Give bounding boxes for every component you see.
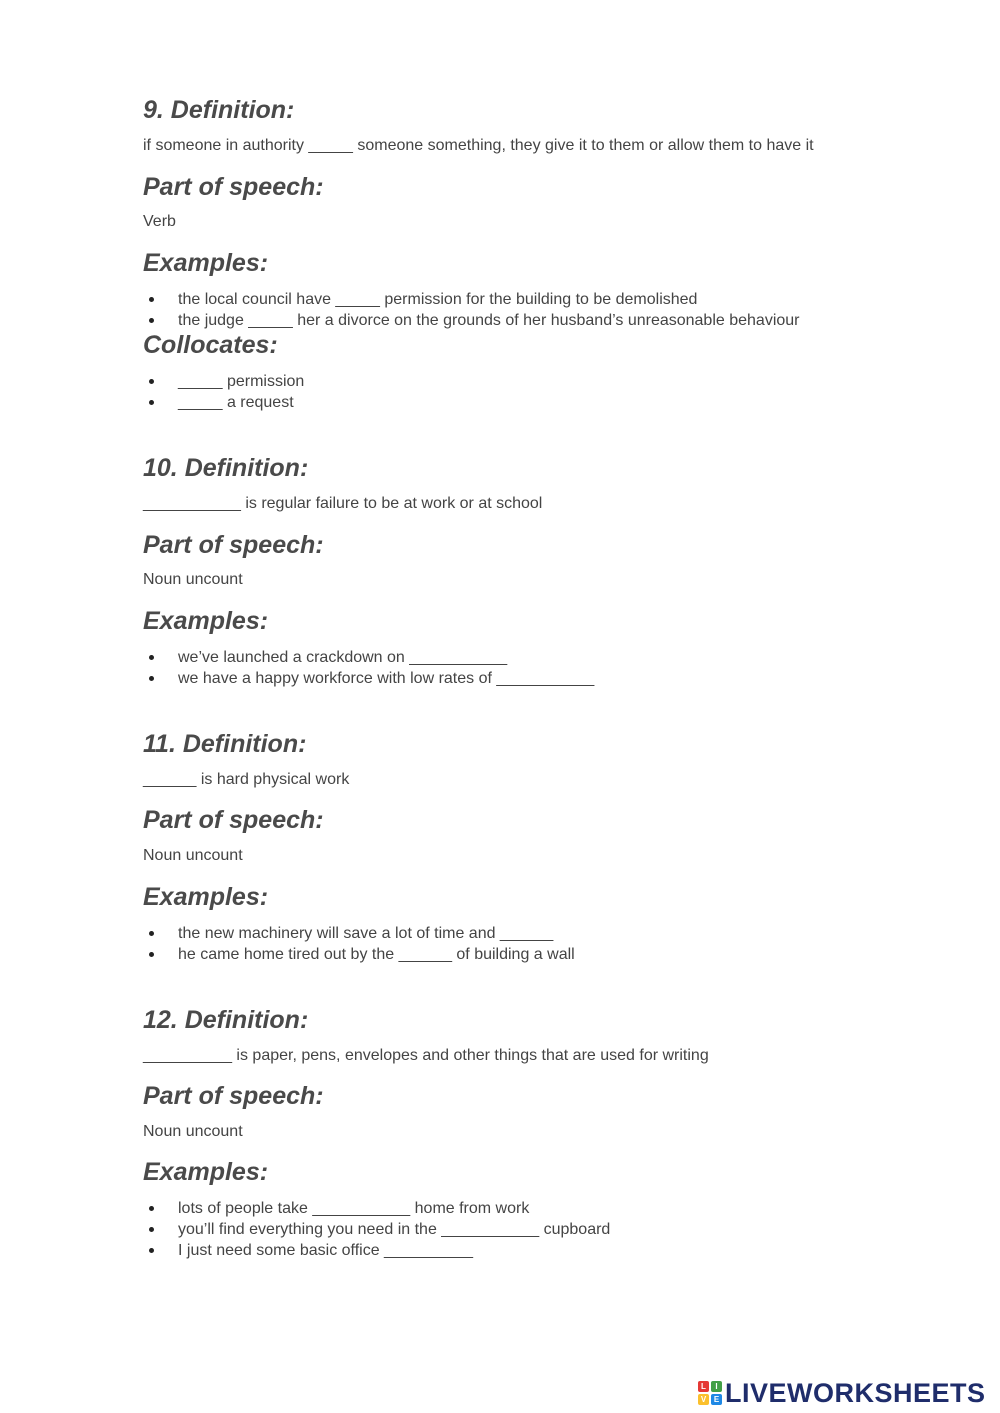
part-of-speech-text-10: Noun uncount bbox=[143, 571, 243, 588]
definition-text-12: __________ is paper, pens, envelopes and other things that are used for writing bbox=[143, 1047, 709, 1064]
examples-heading-12: Examples: bbox=[143, 1158, 269, 1186]
examples-heading-9: Examples: bbox=[143, 249, 269, 277]
part-of-speech-text-12: Noun uncount bbox=[143, 1123, 243, 1140]
part-of-speech-heading-11: Part of speech: bbox=[143, 806, 324, 834]
example-item: the judge _____ her a divorce on the grounds of her husband’s unreasonable behaviour bbox=[143, 310, 800, 331]
part-of-speech-heading-10: Part of speech: bbox=[143, 531, 324, 559]
logo-square-l: L bbox=[698, 1381, 709, 1392]
example-item: the new machinery will save a lot of time and ______ bbox=[143, 923, 575, 944]
collocate-item: _____ permission bbox=[143, 371, 304, 392]
collocates-heading-9: Collocates: bbox=[143, 331, 278, 359]
example-item: the local council have _____ permission for the building to be demolished bbox=[143, 289, 800, 310]
definition-text-11: ______ is hard physical work bbox=[143, 771, 350, 788]
definition-text-9: if someone in authority _____ someone something, they give it to them or allow them to have it bbox=[143, 137, 814, 154]
definition-text-10: ___________ is regular failure to be at work or at school bbox=[143, 495, 543, 512]
example-item: he came home tired out by the ______ of building a wall bbox=[143, 944, 575, 965]
liveworksheets-logo[interactable] bbox=[698, 1378, 986, 1408]
logo-square-e: E bbox=[711, 1394, 722, 1405]
example-item: you’ll find everything you need in the ___________ cupboard bbox=[143, 1219, 610, 1240]
examples-list-9 bbox=[143, 289, 800, 331]
example-item: we have a happy workforce with low rates of ___________ bbox=[143, 668, 594, 689]
liveworksheets-logo-text: LIVEWORKSHEETS bbox=[725, 1377, 986, 1408]
collocate-item: _____ a request bbox=[143, 392, 304, 413]
example-item: I just need some basic office __________ bbox=[143, 1240, 610, 1261]
logo-square-v: V bbox=[698, 1394, 709, 1405]
definition-heading-9: 9. Definition: bbox=[143, 96, 295, 124]
examples-heading-11: Examples: bbox=[143, 883, 269, 911]
part-of-speech-heading-9: Part of speech: bbox=[143, 173, 324, 201]
logo-square-i: I bbox=[711, 1381, 722, 1392]
collocates-list-9 bbox=[143, 371, 304, 413]
part-of-speech-text-9: Verb bbox=[143, 213, 176, 230]
examples-list-12 bbox=[143, 1198, 610, 1261]
example-item: we’ve launched a crackdown on ___________ bbox=[143, 647, 594, 668]
liveworksheets-logo-icon bbox=[698, 1381, 722, 1405]
part-of-speech-heading-12: Part of speech: bbox=[143, 1082, 324, 1110]
example-item: lots of people take ___________ home from work bbox=[143, 1198, 610, 1219]
examples-list-11 bbox=[143, 923, 575, 965]
definition-heading-11: 11. Definition: bbox=[143, 730, 307, 758]
definition-heading-12: 12. Definition: bbox=[143, 1006, 309, 1034]
part-of-speech-text-11: Noun uncount bbox=[143, 847, 243, 864]
definition-heading-10: 10. Definition: bbox=[143, 454, 309, 482]
examples-heading-10: Examples: bbox=[143, 607, 269, 635]
examples-list-10 bbox=[143, 647, 594, 689]
